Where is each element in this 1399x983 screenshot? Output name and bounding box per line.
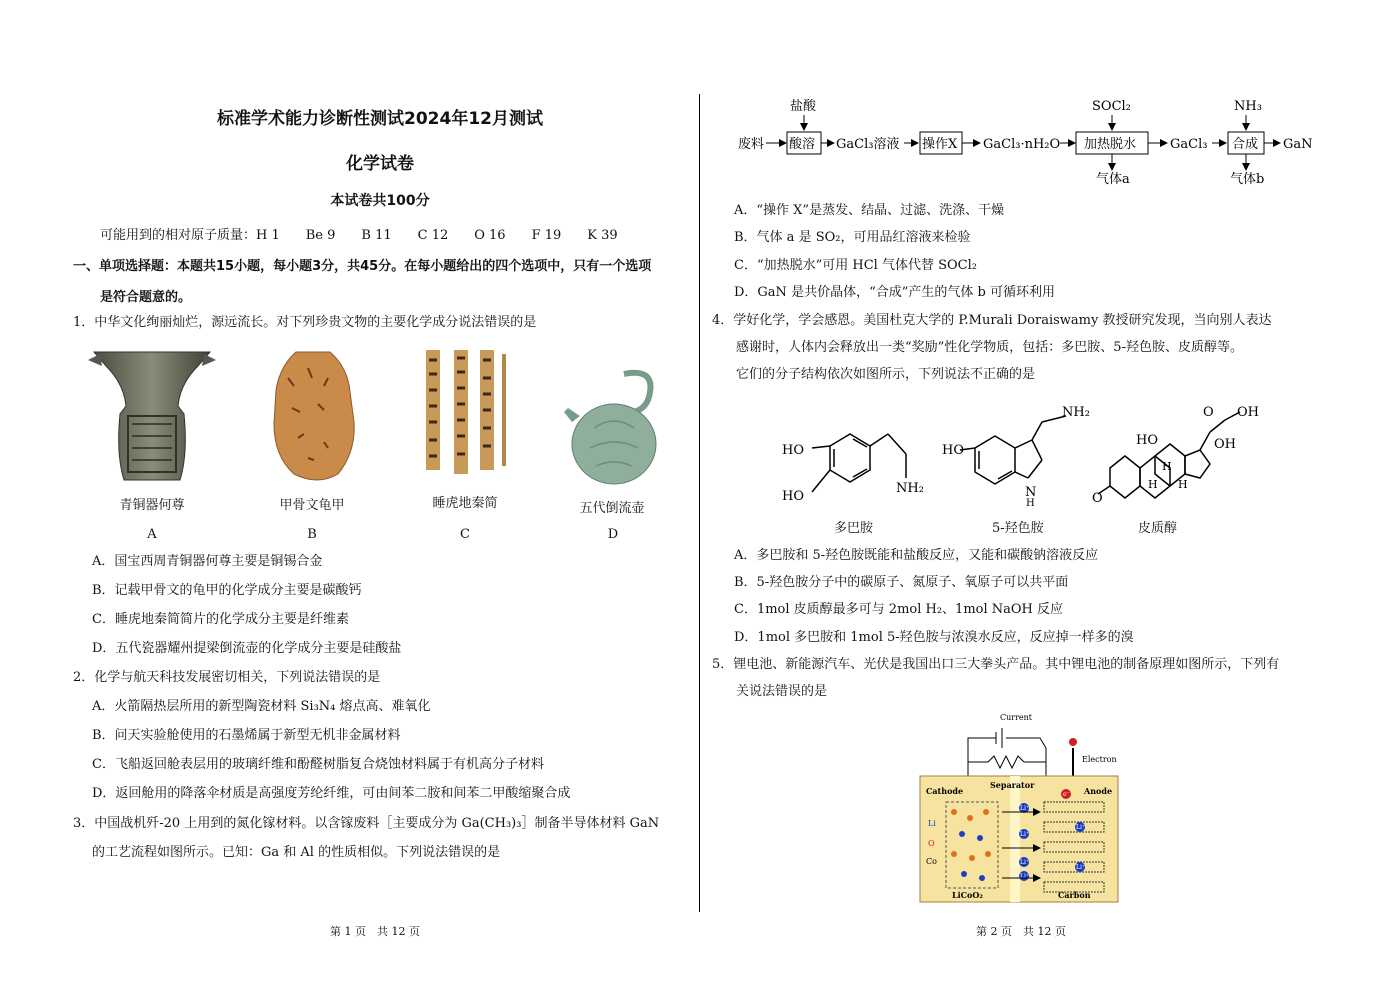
section-heading: 一、单项选择题：本题共15小题，每小题3分，共45分。在每小题给出的四个选项中，只有一个选项: [73, 259, 652, 274]
molecule-label-dopamine: 多巴胺: [834, 521, 874, 536]
artifact-a-caption: 青铜器何尊: [119, 498, 185, 513]
electron-marker: e⁻: [1063, 791, 1070, 798]
flow-hydrate: GaCl₃·nH₂O: [983, 137, 1061, 152]
flow-gacl3-solution: GaCl₃溶液: [836, 137, 900, 152]
q2-option-c: C．飞船返回舱表层用的玻璃纤维和酚醛树脂复合烧蚀材料属于有机高分子材料: [92, 757, 544, 772]
artifact-b-caption: 甲骨文龟甲: [279, 498, 345, 513]
label-cathode: Cathode: [926, 786, 964, 796]
svg-text:HO: HO: [782, 489, 804, 504]
q4-stem-line3: 它们的分子结构依次如图所示，下列说法不正确的是: [736, 367, 1036, 382]
label-electron: Electron: [1082, 755, 1117, 764]
q2-option-b: B．问天实验舱使用的石墨烯属于新型无机非金属材料: [92, 728, 401, 743]
label-o: O: [928, 839, 935, 848]
flow-gacl3: GaCl₃: [1170, 137, 1208, 152]
label-li: Li: [928, 819, 936, 828]
flow-reagent-socl2: SOCl₂: [1092, 99, 1131, 114]
artifact-c-caption: 睡虎地秦简: [432, 496, 498, 511]
li-ion-5: Li⁺: [1076, 824, 1086, 831]
section-heading-cont: 是符合题意的。: [100, 290, 192, 305]
bamboo-slips-image: [424, 350, 510, 474]
svg-text:HO: HO: [782, 443, 804, 458]
serotonin-structure: [942, 405, 1090, 509]
label-carbon: Carbon: [1058, 890, 1091, 900]
oracle-bone-image: [268, 348, 358, 484]
q4-stem-line1: 4．学好化学，学会感恩。美国杜克大学的 P.Murali Doraiswamy 教授研究发现，当向别人表达: [712, 313, 1272, 328]
li-ion-3: Li⁺: [1020, 859, 1030, 866]
q2-option-a: A．火箭隔热层所用的新型陶瓷材料 Si₃N₄ 熔点高、难氧化: [92, 699, 431, 714]
li-ion-1: Li⁺: [1020, 805, 1030, 812]
svg-text:N: N: [1025, 485, 1037, 500]
li-ion-4: Li⁺: [1020, 873, 1030, 880]
page-1: [0, 0, 699, 983]
svg-text:OH: OH: [1237, 405, 1259, 420]
q4-stem-line2: 感谢时，人体内会释放出一类“奖励”性化学物质，包括：多巴胺、5-羟色胺、皮质醇等。: [736, 340, 1243, 355]
flow-start: 废料: [738, 137, 765, 152]
page-2: [700, 0, 1399, 983]
q3-stem-line1: 3．中国战机歼-20 上用到的氮化镓材料。以含镓废料［主要成分为 Ga(CH₃)₃］制备半导体材料 GaN: [73, 816, 660, 831]
q1-option-a: A．国宝西周青铜器何尊主要是铜锡合金: [92, 554, 323, 569]
bronze-vessel-image: [88, 344, 216, 482]
label-licoo2: LiCoO₂: [952, 890, 983, 900]
q1-stem: 1．中华文化绚丽灿烂，源远流长。对下列珍贵文物的主要化学成分说法错误的是: [73, 315, 537, 330]
process-flow-diagram: [730, 90, 1380, 190]
svg-text:HO: HO: [1136, 433, 1158, 448]
li-ion-2: Li⁺: [1020, 831, 1030, 838]
dopamine-structure: [782, 434, 924, 504]
q2-option-d: D．返回舱用的降落伞材质是高强度芳纶纤维，可由间苯二胺和间苯二甲酸缩聚合成: [92, 786, 571, 801]
artifact-c-letter: C: [460, 527, 470, 542]
flow-box-dehydrate-label: 加热脱水: [1084, 137, 1137, 152]
score-note: 本试卷共100分: [330, 193, 430, 209]
svg-text:H: H: [1162, 460, 1172, 473]
q5-stem-line1: 5．锂电池、新能源汽车、光伏是我国出口三大拳头产品。其中锂电池的制备原理如图所示，下列有: [712, 657, 1280, 672]
q3-option-b: B．气体 a 是 SO₂，可用品红溶液来检验: [734, 230, 971, 245]
svg-text:O: O: [1203, 405, 1214, 420]
svg-text:HO: HO: [942, 443, 964, 458]
molecule-label-cortisol: 皮质醇: [1138, 521, 1178, 536]
artifact-d-caption: 五代倒流壶: [579, 501, 645, 516]
page-1-footer: 第 1 页 共 12 页: [330, 925, 420, 938]
flow-box-operation-x-label: 操作X: [922, 137, 958, 152]
q1-option-b: B．记载甲骨文的龟甲的化学成分主要是碳酸钙: [92, 583, 362, 598]
q3-option-c: C．“加热脱水”可用 HCl 气体代替 SOCl₂: [734, 258, 977, 273]
flow-end: GaN: [1283, 137, 1313, 152]
svg-text:NH₂: NH₂: [896, 481, 924, 496]
q4-option-c: C．1mol 皮质醇最多可与 2mol H₂、1mol NaOH 反应: [734, 602, 1064, 617]
flow-gas-b: 气体b: [1230, 172, 1265, 187]
q4-option-a: A．多巴胺和 5-羟色胺既能和盐酸反应，又能和碳酸钠溶液反应: [734, 548, 1099, 563]
atomic-masses: 可能用到的相对原子质量：H 1 Be 9 B 11 C 12 O 16 F 19 K 39: [100, 228, 618, 243]
svg-text:NH₂: NH₂: [1062, 405, 1090, 420]
q4-option-b: B．5-羟色胺分子中的碳原子、氮原子、氧原子可以共平面: [734, 575, 1069, 590]
exam-title: 标准学术能力诊断性测试2024年12月测试: [217, 109, 543, 129]
label-current: Current: [1000, 713, 1033, 722]
label-separator: Separator: [990, 780, 1035, 790]
artifact-d-letter: D: [607, 527, 619, 542]
q2-stem: 2．化学与航天科技发展密切相关，下列说法错误的是: [73, 670, 381, 685]
li-ion-6: Li⁺: [1076, 864, 1086, 871]
q5-stem-line2: 关说法错误的是: [736, 684, 828, 699]
flow-gas-a: 气体a: [1096, 172, 1130, 187]
svg-text:H: H: [1148, 478, 1158, 491]
molecule-label-serotonin: 5-羟色胺: [992, 521, 1044, 536]
label-co: Co: [926, 857, 937, 866]
label-anode: Anode: [1084, 786, 1113, 796]
q3-option-d: D．GaN 是共价晶体，“合成”产生的气体 b 可循环利用: [734, 285, 1055, 300]
q3-stem-line2: 的工艺流程如图所示。已知：Ga 和 Al 的性质相似。下列说法错误的是: [92, 845, 501, 860]
artifact-a-letter: A: [147, 527, 157, 542]
cortisol-structure: [1092, 405, 1259, 506]
flow-reagent-hcl: 盐酸: [790, 99, 817, 114]
subject-title: 化学试卷: [346, 154, 414, 174]
q1-option-c: C．睡虎地秦简简片的化学成分主要是纤维素: [92, 612, 349, 627]
svg-text:H: H: [1178, 478, 1188, 491]
celadon-pot-image: [564, 368, 664, 488]
flow-box-dissolve-label: 酸溶: [789, 137, 816, 152]
svg-text:H: H: [1026, 498, 1035, 509]
q1-option-d: D．五代瓷器耀州提梁倒流壶的化学成分主要是硅酸盐: [92, 641, 402, 656]
svg-text:OH: OH: [1214, 437, 1236, 452]
page-2-footer: 第 2 页 共 12 页: [976, 925, 1066, 938]
lithium-battery-diagram: [918, 708, 1124, 906]
q4-option-d: D．1mol 多巴胺和 1mol 5-羟色胺与浓溴水反应，反应掉一样多的溴: [734, 630, 1134, 645]
molecule-structures: [780, 398, 1270, 510]
flow-reagent-nh3: NH₃: [1234, 99, 1262, 114]
artifact-b-letter: B: [307, 527, 317, 542]
svg-text:O: O: [1092, 491, 1103, 506]
q3-option-a: A．“操作 X”是蒸发、结晶、过滤、洗涤、干燥: [734, 203, 1005, 218]
flow-box-synthesis-label: 合成: [1232, 137, 1259, 152]
